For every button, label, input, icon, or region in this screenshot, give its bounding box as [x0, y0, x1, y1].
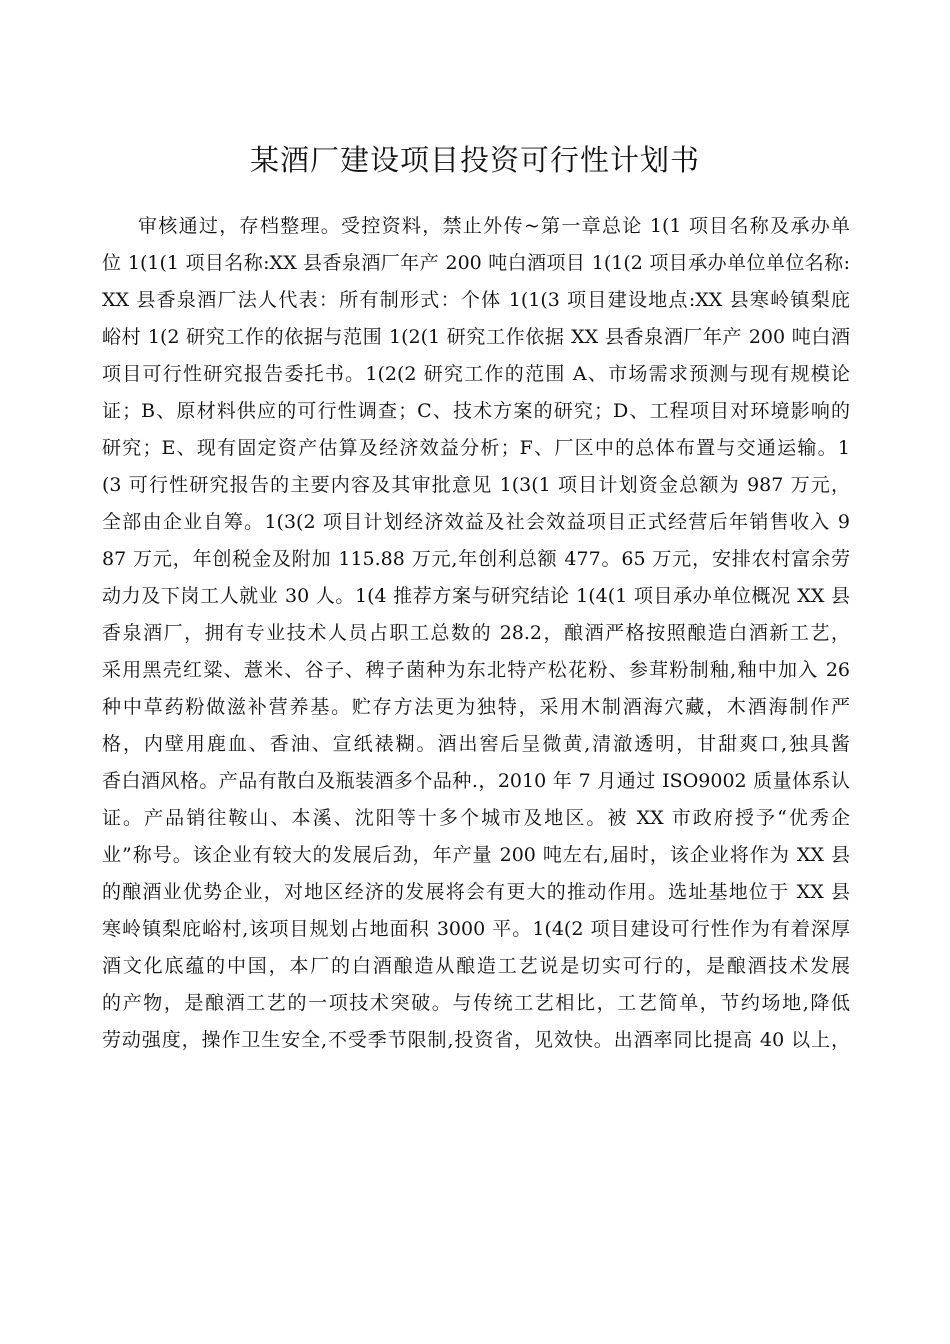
document-title: 某酒厂建设项目投资可行性计划书 [249, 143, 700, 177]
body-line: (3 可行性研究报告的主要内容及其审批意见 1(3(1 项目计划资金总额为 987 万元， [102, 474, 850, 496]
body-line: 香泉酒厂，拥有专业技术人员占职工总数的 28.2，酿酒严格按照酿造白酒新工艺， [102, 622, 850, 644]
body-line: 证；B、原材料供应的可行性调查；C、技术方案的研究；D、工程项目对环境影响的 [102, 400, 850, 422]
body-line: 格，内壁用鹿血、香油、宣纸裱糊。酒出窖后呈微黄,清澈透明，甘甜爽口,独具酱 [102, 733, 850, 755]
body-line: 87 万元，年创税金及附加 115.88 万元,年创利总额 477。65 万元，安排农村富余劳 [102, 548, 850, 570]
body-line: 香白酒风格。产品有散白及瓶装酒多个品种.，2010 年 7 月通过 ISO9002 质量体系认 [102, 770, 850, 792]
body-line: 的酿酒业优势企业，对地区经济的发展将会有更大的推动作用。选址基地位于 XX 县 [102, 881, 850, 903]
body-line: XX 县香泉酒厂法人代表：所有制形式：个体 1(1(3 项目建设地点:XX 县寒岭镇梨庇 [102, 289, 850, 311]
document-body [102, 208, 850, 1059]
body-line: 种中草药粉做滋补营养基。贮存方法更为独特，采用木制酒海穴藏，木酒海制作严 [102, 696, 850, 718]
body-line: 的产物，是酿酒工艺的一项技术突破。与传统工艺相比，工艺简单，节约场地,降低 [102, 992, 850, 1014]
body-line: 证。产品销往鞍山、本溪、沈阳等十多个城市及地区。被 XX 市政府授予“优秀企 [102, 807, 850, 829]
body-line: 峪村 1(2 研究工作的依据与范围 1(2(1 研究工作依据 XX 县香泉酒厂年产 200 吨白酒 [102, 326, 850, 348]
body-line: 项目可行性研究报告委托书。1(2(2 研究工作的范围 A、市场需求预测与现有规模论 [102, 363, 850, 385]
body-line: 寒岭镇梨庇峪村,该项目规划占地面积 3000 平。1(4(2 项目建设可行性作为有着深厚 [102, 918, 850, 940]
body-line: 审核通过，存档整理。受控资料，禁止外传~第一章总论 1(1 项目名称及承办单 [138, 215, 850, 237]
body-line: 酒文化底蕴的中国，本厂的白酒酿造从酿造工艺说是切实可行的，是酿酒技术发展 [102, 955, 850, 977]
body-line: 全部由企业自筹。1(3(2 项目计划经济效益及社会效益项目正式经营后年销售收入 9 [102, 511, 850, 533]
body-line: 研究；E、现有固定资产估算及经济效益分析；F、厂区中的总体布置与交通运输。1 [102, 437, 850, 459]
body-line: 动力及下岗工人就业 30 人。1(4 推荐方案与研究结论 1(4(1 项目承办单位概况 XX 县 [102, 585, 850, 607]
body-line: 位 1(1(1 项目名称:XX 县香泉酒厂年产 200 吨白酒项目 1(1(2 项目承办单位单位名称: [102, 252, 850, 274]
body-line: 劳动强度，操作卫生安全,不受季节限制,投资省，见效快。出酒率同比提高 40 以上， [102, 1029, 850, 1051]
body-line: 采用黑壳红粱、薏米、谷子、稗子菌种为东北特产松花粉、参茸粉制釉,釉中加入 26 [102, 659, 850, 681]
body-line: 业”称号。该企业有较大的发展后劲，年产量 200 吨左右,届时，该企业将作为 XX 县 [102, 844, 850, 866]
